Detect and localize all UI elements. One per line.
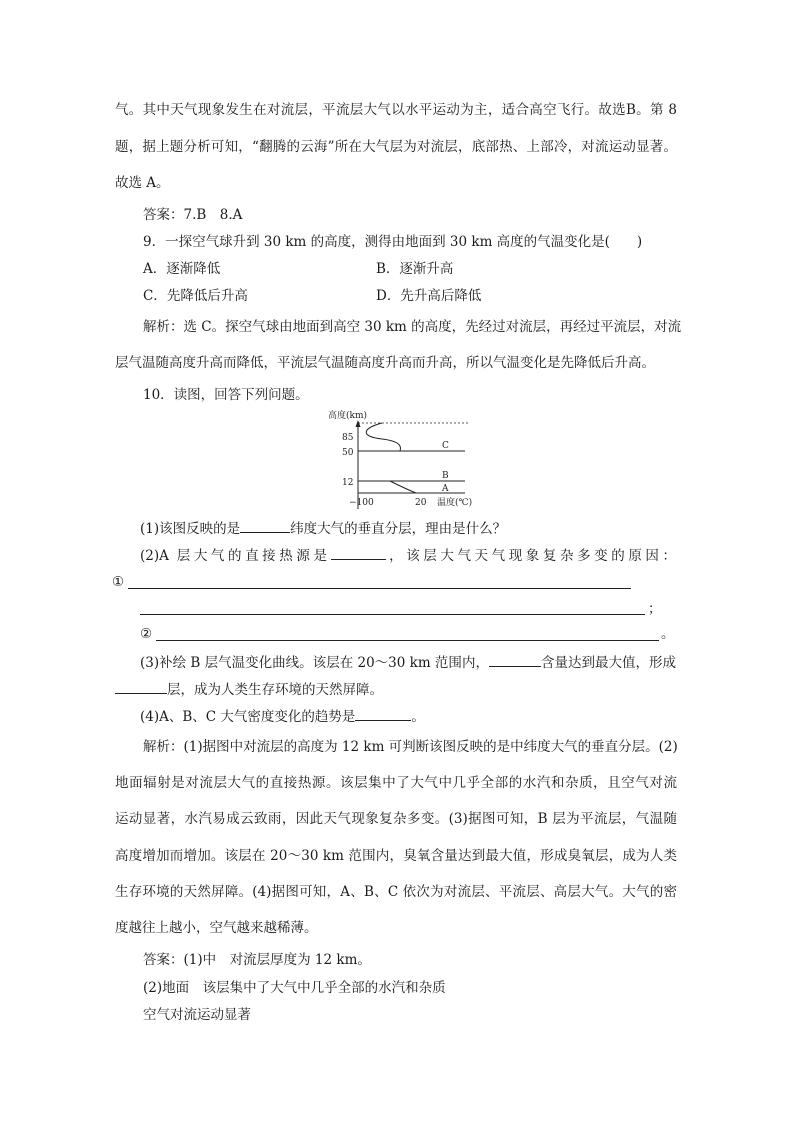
q10-2-prefix: (2)A 层大气的直接热源是 [140, 548, 331, 564]
q10-4-prefix: (4)A、B、C 大气密度变化的趋势是 [140, 709, 356, 725]
answer-10-line: 空气对流运动显著 [143, 1007, 251, 1023]
q10-3-prefix: (3)补绘 B 层气温变化曲线。该层在 20～30 km 范围内， [140, 655, 489, 671]
explanation-10-line: 解析：(1)据图中对流层的高度为 12 km 可判断该图反映的是中纬度大气的垂直分层。(2) [143, 739, 678, 755]
answer-10-line: 答案：(1)中 对流层厚度为 12 km。 [143, 952, 371, 968]
answer-line-reason-1[interactable] [128, 587, 631, 589]
answer-blank-4[interactable] [115, 679, 167, 694]
answer-7-8: 答案：7.B 8.A [143, 207, 243, 223]
option-9b: B．逐渐升高 [376, 261, 454, 277]
explanation-9-line: 解析：选 C。探空气球由地面到高空 30 km 的高度，先经过对流层，再经过平流层，对流 [143, 319, 682, 335]
option-9a: A．逐渐降低 [143, 261, 221, 277]
y-tick-85: 85 [342, 433, 354, 443]
troposphere-temperature-curve [390, 481, 416, 493]
answer-blank-3[interactable] [489, 652, 541, 667]
y-axis-arrow [356, 420, 361, 427]
answer-blank-5[interactable] [355, 706, 411, 721]
explanation-10-line: 高度增加而增加。该层在 20～30 km 范围内，臭氧含量达到最大值，形成臭氧层，成为人类 [115, 848, 677, 864]
answer-blank-2[interactable] [331, 545, 386, 560]
semicolon: ； [648, 601, 662, 617]
layer-label-b: B [442, 471, 449, 481]
answer-line-reason-2[interactable] [156, 639, 659, 641]
layer-label-c: C [442, 441, 449, 451]
explanation-10-line: 地面辐射是对流层大气的直接热源。该层集中了大气中几乎全部的水汽和杂质，且空气对流 [115, 775, 677, 791]
reason-2-marker: ② [140, 626, 153, 642]
answer-line-reason-1-cont[interactable] [140, 613, 645, 615]
explanation-line: 题，据上题分析可知，“翻腾的云海”所在大气层为对流层，底部热、上部冷，对流运动显著。 [115, 139, 677, 155]
answer-blank-1[interactable] [240, 518, 290, 533]
option-9d: D．先升高后降低 [376, 288, 482, 304]
atmosphere-layer-chart [320, 405, 510, 513]
question-9-stem: 9．一探空气球升到 30 km 的高度，测得由地面到 30 km 高度的气温变化是( ) [143, 234, 643, 250]
explanation-10-line: 生存环境的天然屏障。(4)据图可知，A、B、C 依次为对流层、平流层、高层大气。大气的密 [115, 884, 677, 900]
layer-label-a: A [442, 484, 449, 494]
question-10-3-cont [115, 679, 383, 699]
question-10-4 [140, 706, 425, 726]
option-9c: C．先降低后升高 [143, 288, 248, 304]
upper-temperature-curve [366, 423, 400, 451]
question-10-stem: 10．读图，回答下列问题。 [143, 387, 309, 403]
explanation-10-line: 度越往上越小，空气越来越稀薄。 [115, 920, 318, 936]
q10-1-suffix: 纬度大气的垂直分层，理由是什么？ [290, 521, 507, 537]
question-10-2 [140, 545, 676, 565]
reason-1-marker: ① [112, 574, 125, 590]
x-tick-minus100: −100 [349, 498, 374, 508]
x-tick-20: 20 [415, 498, 427, 508]
y-tick-50: 50 [342, 448, 354, 458]
explanation-9-line: 层气温随高度升高而降低，平流层气温随高度升高而升高，所以气温变化是先降低后升高。 [115, 355, 655, 371]
q10-1-prefix: (1)该图反映的是 [140, 521, 241, 537]
q10-2-suffix: ，该层大气天气现象复杂多变的原因： [385, 548, 676, 564]
explanation-10-line: 运动显著，水汽易成云致雨，因此天气现象复杂多变。(3)据图可知，B 层为平流层，气温随 [115, 811, 677, 827]
answer-10-line: (2)地面 该层集中了大气中几乎全部的水汽和杂质 [143, 980, 446, 996]
y-tick-12: 12 [342, 478, 354, 488]
q10-4-suffix: 。 [411, 709, 425, 725]
question-10-3 [140, 652, 676, 672]
explanation-line: 故选 A。 [115, 175, 170, 191]
question-10-1 [140, 518, 506, 538]
x-axis-label: 温度(℃) [437, 498, 473, 508]
period: 。 [661, 626, 675, 642]
explanation-line: 气。其中天气现象发生在对流层，平流层大气以水平运动为主，适合高空飞行。故选B。第 8 [115, 102, 677, 118]
y-axis-label: 高度(km) [328, 411, 368, 421]
q10-3-suffix: 含量达到最大值，形成 [540, 655, 676, 671]
q10-3b-suffix: 层，成为人类生存环境的天然屏障。 [167, 682, 383, 698]
